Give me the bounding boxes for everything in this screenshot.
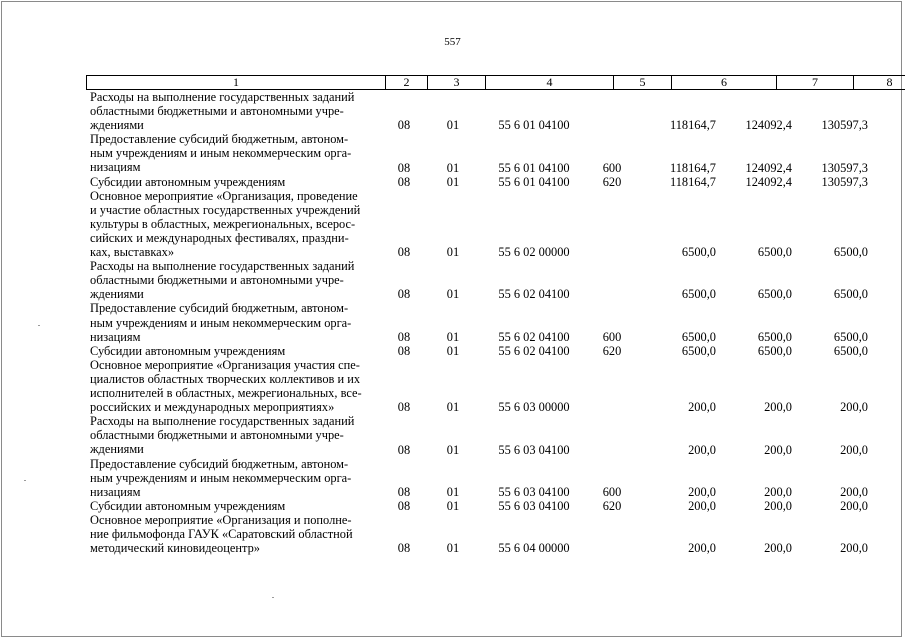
amount-col-7: 200,0 [764,400,792,415]
row-description [90,189,378,259]
description-line: сийских и международных фестивалях, праздни- [90,230,349,245]
row-description [90,132,378,174]
header-col-6: 6 [672,76,777,89]
subsection-code: 01 [446,287,460,302]
description-line: российских и международных мероприятиях» [90,400,335,415]
header-col-2: 2 [386,76,428,89]
section-code: 08 [397,442,411,457]
target-article-code: 55 6 03 04100 [498,498,570,513]
description-line: культуры в областных, межрегиональных, всерос- [90,216,356,231]
amount-col-7: 200,0 [764,484,792,499]
description-line: Субсидии автономным учреждениям [90,498,286,513]
amount-col-6: 118164,7 [669,174,716,189]
description-line: Субсидии автономным учреждениям [90,343,286,358]
amount-col-6: 200,0 [688,442,716,457]
table-row [0,175,905,189]
subsection-code: 01 [446,400,460,415]
description-line: циалистов областных творческих коллективов и их [90,371,361,386]
description-line: областными бюджетными и автономными учре- [90,428,344,443]
row-description [90,301,378,343]
row-description [90,259,378,301]
amount-col-6: 6500,0 [681,245,716,260]
amount-col-7: 124092,4 [745,118,792,133]
amount-col-8: 130597,3 [821,118,868,133]
amount-col-8: 130597,3 [821,160,868,175]
subsection-code: 01 [446,245,460,260]
table-row [0,90,905,132]
amount-col-7: 6500,0 [757,329,792,344]
description-line: Расходы на выполнение государственных заданий [90,259,355,274]
section-code: 08 [397,343,411,358]
target-article-code: 55 6 03 00000 [498,400,570,415]
description-line: ждениями [90,118,144,133]
description-line: исполнителей в областных, межрегиональных, все- [90,386,362,401]
table-row [0,259,905,301]
header-col-3: 3 [428,76,486,89]
scan-speck [24,480,26,481]
subsection-code: 01 [446,118,460,133]
scan-speck [272,597,274,598]
amount-col-8: 200,0 [840,484,868,499]
row-description [90,513,378,555]
header-col-1: 1 [87,76,386,89]
amount-col-7: 200,0 [764,541,792,556]
amount-col-8: 200,0 [840,498,868,513]
description-line: ным учреждениям и иным некоммерческим орга- [90,146,352,161]
subsection-code: 01 [446,343,460,358]
description-line: Основное мероприятие «Организация, проведение [90,188,358,203]
expense-type-code: 600 [602,484,622,499]
expense-type-code [596,245,628,259]
description-line: низациям [90,484,141,499]
expense-type-code [596,541,628,555]
row-description [90,175,378,189]
row-description [90,344,378,358]
amount-col-7: 6500,0 [757,245,792,260]
target-article-code: 55 6 04 00000 [498,541,570,556]
section-code: 08 [397,498,411,513]
table-row [0,457,905,499]
section-code: 08 [397,400,411,415]
amount-col-8: 6500,0 [833,287,868,302]
section-code: 08 [397,541,411,556]
target-article-code: 55 6 01 04100 [498,118,570,133]
header-col-7: 7 [777,76,854,89]
target-article-code: 55 6 02 04100 [498,343,570,358]
amount-col-8: 6500,0 [833,343,868,358]
description-line: низациям [90,329,141,344]
target-article-code: 55 6 01 04100 [498,174,570,189]
amount-col-7: 6500,0 [757,343,792,358]
description-line: и участие областных государственных учреждений [90,202,361,217]
table-row [0,358,905,414]
description-line: Предоставление субсидий бюджетным, автоном- [90,301,349,316]
target-article-code: 55 6 02 04100 [498,329,570,344]
description-line: ным учреждениям и иным некоммерческим орга- [90,315,352,330]
amount-col-7: 200,0 [764,498,792,513]
scan-speck [38,325,40,326]
amount-col-6: 6500,0 [681,343,716,358]
description-line: ждениями [90,287,144,302]
subsection-code: 01 [446,498,460,513]
description-line: ние фильмофонда ГАУК «Саратовский областной [90,527,353,542]
section-code: 08 [397,174,411,189]
description-line: низациям [90,160,141,175]
description-line: Предоставление субсидий бюджетным, автоном- [90,456,349,471]
amount-col-8: 200,0 [840,442,868,457]
description-line: ным учреждениям и иным некоммерческим орга- [90,470,352,485]
table-row [0,414,905,456]
target-article-code: 55 6 03 04100 [498,484,570,499]
description-line: Субсидии автономным учреждениям [90,174,286,189]
amount-col-6: 6500,0 [681,287,716,302]
section-code: 08 [397,160,411,175]
section-code: 08 [397,287,411,302]
description-line: Расходы на выполнение государственных заданий [90,414,355,429]
expense-type-code: 600 [602,329,622,344]
amount-col-7: 6500,0 [757,287,792,302]
description-line: Основное мероприятие «Организация и пополне- [90,512,352,527]
table-header [86,75,905,90]
subsection-code: 01 [446,160,460,175]
section-code: 08 [397,484,411,499]
amount-col-6: 200,0 [688,498,716,513]
header-col-8: 8 [886,75,893,89]
table-row [0,132,905,174]
description-line: Расходы на выполнение государственных заданий [90,90,355,104]
amount-col-6: 200,0 [688,400,716,415]
amount-col-6: 118164,7 [669,118,716,133]
page-number: 557 [444,36,461,48]
description-line: ждениями [90,442,144,457]
section-code: 08 [397,329,411,344]
table-row [0,344,905,358]
description-line: областными бюджетными и автономными учре- [90,273,344,288]
expense-type-code: 620 [602,174,622,189]
amount-col-7: 124092,4 [745,160,792,175]
expense-type-code [596,443,628,457]
row-description [90,358,378,414]
amount-col-6: 200,0 [688,484,716,499]
amount-col-8: 6500,0 [833,329,868,344]
amount-col-6: 200,0 [688,541,716,556]
description-line: ках, выставках» [90,245,175,260]
header-col-5: 5 [614,76,672,89]
description-line: методический киновидеоцентр» [90,541,260,556]
amount-col-8: 200,0 [840,541,868,556]
expense-type-code: 620 [602,343,622,358]
row-description [90,457,378,499]
target-article-code: 55 6 02 00000 [498,245,570,260]
table-row [0,189,905,260]
amount-col-8: 200,0 [840,400,868,415]
amount-col-7: 124092,4 [745,174,792,189]
row-description [90,90,378,132]
table-body [0,90,905,555]
table-row [0,301,905,343]
expense-type-code [596,400,628,414]
row-description [90,414,378,456]
amount-col-8: 130597,3 [821,174,868,189]
section-code: 08 [397,118,411,133]
header-col-4: 4 [486,76,614,89]
target-article-code: 55 6 02 04100 [498,287,570,302]
table-row [0,513,905,555]
expense-type-code [596,118,628,132]
expense-type-code [596,287,628,301]
description-line: Предоставление субсидий бюджетным, автоном- [90,132,349,147]
subsection-code: 01 [446,442,460,457]
expense-type-code: 620 [602,498,622,513]
row-description [90,499,378,513]
target-article-code: 55 6 01 04100 [498,160,570,175]
section-code: 08 [397,245,411,260]
target-article-code: 55 6 03 04100 [498,442,570,457]
subsection-code: 01 [446,541,460,556]
description-line: Основное мероприятие «Организация участия спе- [90,357,360,372]
amount-col-7: 200,0 [764,442,792,457]
subsection-code: 01 [446,329,460,344]
amount-col-6: 118164,7 [669,160,716,175]
description-line: областными бюджетными и автономными учре- [90,104,344,119]
amount-col-6: 6500,0 [681,329,716,344]
subsection-code: 01 [446,484,460,499]
expense-type-code: 600 [602,160,622,175]
table-row [0,499,905,513]
subsection-code: 01 [446,174,460,189]
amount-col-8: 6500,0 [833,245,868,260]
